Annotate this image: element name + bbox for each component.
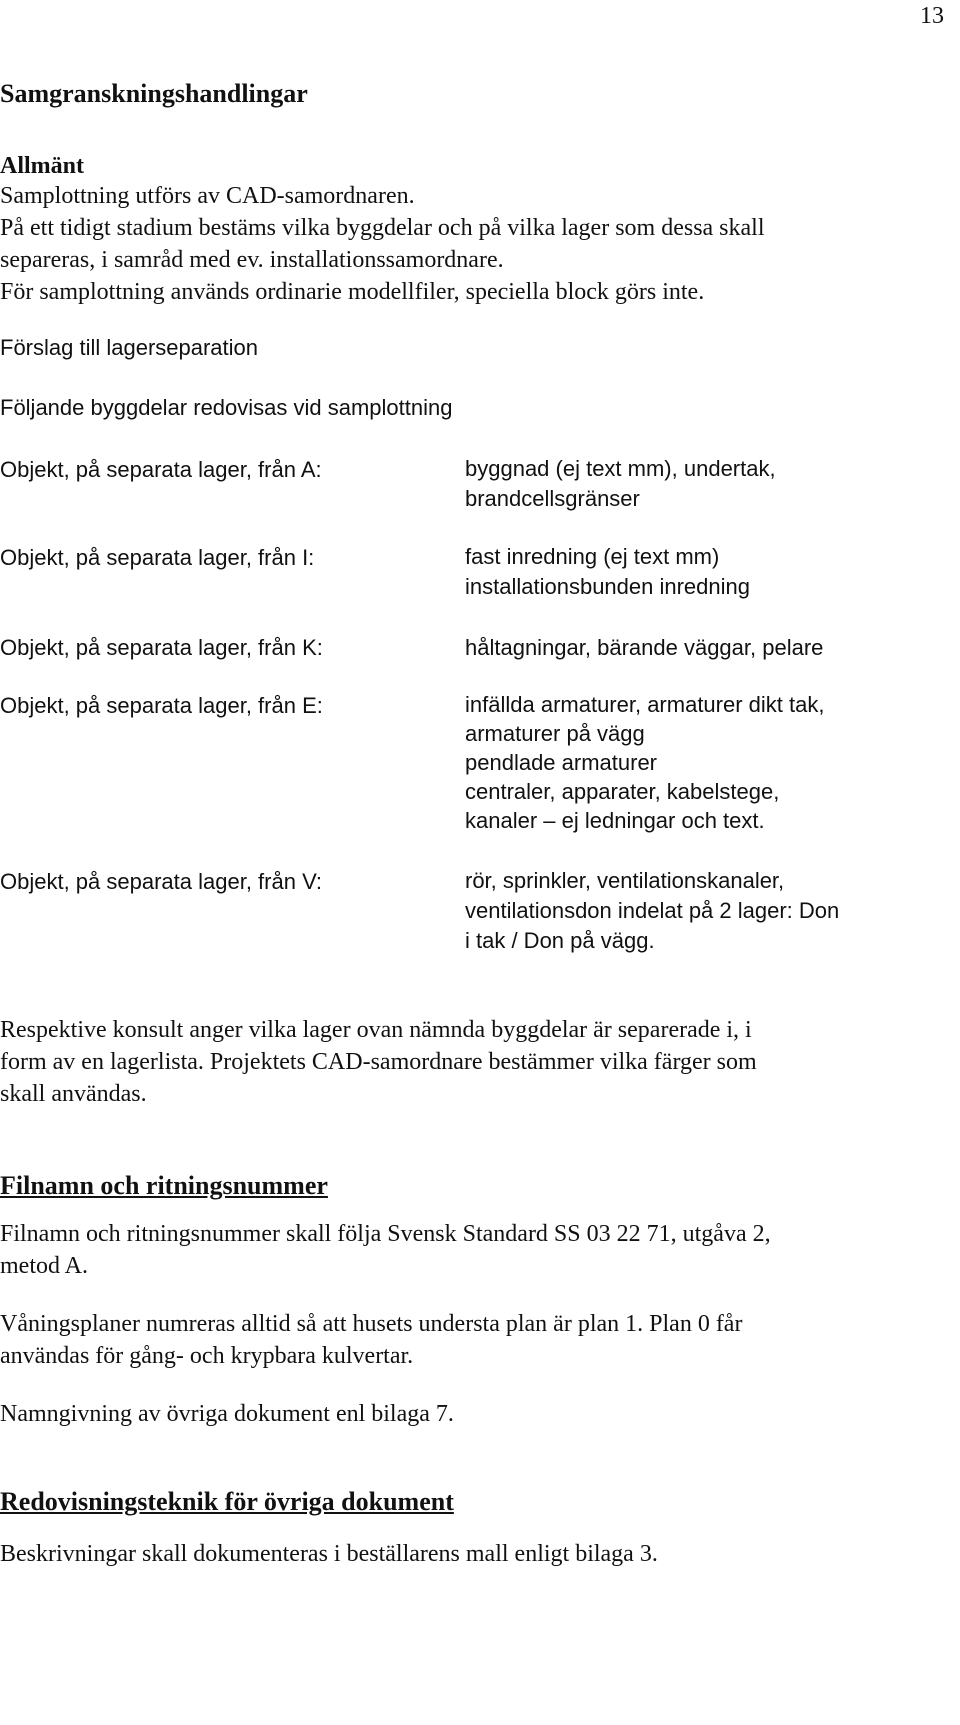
desc-line: fast inredning (ej text mm) bbox=[465, 544, 720, 569]
paragraph-line: form av en lagerlista. Projektets CAD-samordnare bestämmer vilka färger som bbox=[0, 1049, 757, 1075]
desc-line: centraler, apparater, kabelstege, bbox=[465, 779, 780, 804]
section-heading-allmant: Allmänt bbox=[0, 153, 84, 179]
document-title: Samgranskningshandlingar bbox=[0, 79, 308, 108]
desc-line: ventilationsdon indelat på 2 lager: Don bbox=[465, 898, 840, 923]
allmant-line: separeras, i samråd med ev. installationssamordnare. bbox=[0, 247, 504, 273]
paragraph-line: skall användas. bbox=[0, 1081, 147, 1107]
layer-row-desc-e bbox=[465, 690, 824, 835]
desc-line: byggnad (ej text mm), undertak, bbox=[465, 456, 776, 481]
redovisning-paragraph: Beskrivningar skall dokumenteras i beställarens mall enligt bilaga 3. bbox=[0, 1541, 658, 1567]
paragraph-line: Våningsplaner numreras alltid så att husets understa plan är plan 1. Plan 0 får bbox=[0, 1311, 743, 1337]
desc-line: i tak / Don på vägg. bbox=[465, 928, 655, 953]
desc-line: installationsbunden inredning bbox=[465, 574, 750, 599]
consultant-paragraph bbox=[0, 1014, 757, 1110]
filnamn-paragraph-2 bbox=[0, 1308, 742, 1372]
paragraph-line: Respektive konsult anger vilka lager ovan nämnda byggdelar är separerade i, i bbox=[0, 1017, 752, 1043]
filnamn-paragraph-1 bbox=[0, 1218, 771, 1282]
desc-line: rör, sprinkler, ventilationskanaler, bbox=[465, 868, 785, 893]
layer-row-label-i: Objekt, på separata lager, från I: bbox=[0, 545, 315, 570]
layer-row-desc-v bbox=[465, 866, 839, 956]
layer-row-desc-k: håltagningar, bärande väggar, pelare bbox=[465, 635, 824, 660]
proposal-heading: Förslag till lagerseparation bbox=[0, 335, 259, 360]
page-number: 13 bbox=[920, 3, 944, 29]
paragraph-line: användas för gång- och krypbara kulvertar. bbox=[0, 1343, 414, 1369]
desc-line: infällda armaturer, armaturer dikt tak, bbox=[465, 692, 825, 717]
layer-row-label-a: Objekt, på separata lager, från A: bbox=[0, 457, 322, 482]
allmant-paragraph bbox=[0, 180, 765, 308]
layer-row-desc-i bbox=[465, 542, 750, 602]
paragraph-line: Filnamn och ritningsnummer skall följa Svensk Standard SS 03 22 71, utgåva 2, bbox=[0, 1221, 771, 1247]
section-heading-filnamn: Filnamn och ritningsnummer bbox=[0, 1171, 328, 1200]
layer-row-label-e: Objekt, på separata lager, från E: bbox=[0, 693, 323, 718]
layer-row-label-k: Objekt, på separata lager, från K: bbox=[0, 635, 323, 660]
allmant-line: På ett tidigt stadium bestäms vilka byggdelar och på vilka lager som dessa skall bbox=[0, 215, 765, 241]
layer-row-desc-a bbox=[465, 454, 776, 514]
filnamn-paragraph-3: Namngivning av övriga dokument enl bilaga 7. bbox=[0, 1401, 454, 1427]
desc-line: armaturer på vägg bbox=[465, 721, 645, 746]
paragraph-line: metod A. bbox=[0, 1253, 88, 1279]
proposal-intro: Följande byggdelar redovisas vid samplottning bbox=[0, 395, 453, 420]
layer-row-label-v: Objekt, på separata lager, från V: bbox=[0, 869, 323, 894]
desc-line: kanaler – ej ledningar och text. bbox=[465, 808, 765, 833]
allmant-line: Samplottning utförs av CAD-samordnaren. bbox=[0, 183, 415, 209]
allmant-line: För samplottning används ordinarie modellfiler, speciella block görs inte. bbox=[0, 279, 705, 305]
section-heading-redovisning: Redovisningsteknik för övriga dokument bbox=[0, 1487, 454, 1516]
desc-line: pendlade armaturer bbox=[465, 750, 658, 775]
desc-line: brandcellsgränser bbox=[465, 486, 640, 511]
